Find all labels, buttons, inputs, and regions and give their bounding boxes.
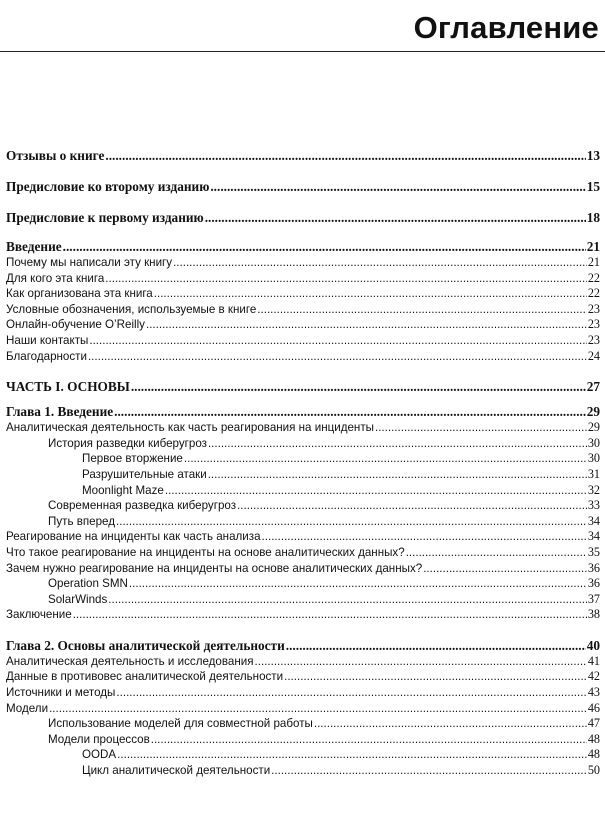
dot-leader (257, 302, 587, 318)
toc-chapter-entry[interactable] (6, 404, 600, 420)
dot-leader (114, 404, 586, 420)
toc-page-number: 50 (587, 763, 600, 778)
toc-page-number: 23 (587, 301, 600, 316)
toc-page-number: 29 (586, 404, 600, 420)
toc-page-number: 23 (587, 317, 600, 332)
toc-page-number: 37 (587, 591, 600, 606)
toc-chapter-entry[interactable] (6, 379, 600, 395)
toc-section-entry[interactable] (6, 654, 600, 670)
toc-section-entry[interactable] (6, 451, 600, 467)
toc-section-entry[interactable] (6, 467, 600, 483)
toc-entry-title: Введение (6, 239, 62, 254)
toc-entry-title: ЧАСТЬ I. ОСНОВЫ (6, 379, 130, 395)
dot-leader (89, 333, 586, 349)
dot-leader (151, 732, 587, 748)
dot-leader (108, 592, 587, 608)
toc-section-entry[interactable] (6, 302, 600, 318)
toc-entry-title: Данные в противовес аналитической деятельности (6, 670, 284, 684)
toc-page-number: 33 (587, 498, 600, 513)
toc-section-entry[interactable] (6, 747, 600, 763)
toc-page-number: 30 (587, 435, 600, 450)
toc-section-entry[interactable] (6, 483, 600, 499)
dot-leader (375, 420, 587, 436)
toc-page-number: 32 (587, 482, 600, 497)
toc-entry-title: Для кого эта книга (6, 271, 105, 285)
dot-leader (173, 255, 587, 271)
dot-leader (154, 286, 587, 302)
toc-page-number: 34 (587, 529, 600, 544)
toc-chapter-entry[interactable] (6, 239, 600, 255)
dot-leader (184, 451, 587, 467)
toc-section-entry[interactable] (6, 561, 600, 577)
toc-entry-title: Источники и методы (6, 686, 116, 700)
toc-page-number: 21 (586, 239, 600, 254)
dot-leader (49, 701, 587, 717)
dot-leader (63, 239, 586, 255)
toc-entry-title: Разрушительные атаки (82, 467, 207, 481)
toc-page-number: 36 (587, 576, 600, 591)
toc-chapter-entry[interactable] (6, 179, 600, 195)
toc-entry-title: Что такое реагирование на инциденты на основе аналитических данных? (6, 545, 405, 559)
toc-entry-title: Как организована эта книга (6, 287, 153, 301)
dot-leader (88, 349, 587, 365)
toc-page-number: 23 (587, 332, 600, 347)
dot-leader (105, 148, 585, 164)
dot-leader (116, 685, 586, 701)
toc-chapter-entry[interactable] (6, 210, 600, 226)
dot-leader (73, 607, 587, 623)
toc-section-entry[interactable] (6, 685, 600, 701)
toc-entry-title: Предисловие ко второму изданию (6, 179, 210, 194)
toc-entry-title: Заключение (6, 608, 72, 622)
toc-entry-title: Аналитическая деятельность и исследования (6, 654, 254, 668)
toc-page-number: 36 (587, 560, 600, 575)
dot-leader (406, 545, 587, 561)
toc-page-number: 18 (586, 210, 600, 225)
toc-page-number: 47 (587, 716, 600, 731)
toc-section-entry[interactable] (6, 607, 600, 623)
toc-page-number: 46 (587, 700, 600, 715)
toc-section-entry[interactable] (6, 420, 600, 436)
toc-entry-title: Онлайн-обучение O’Reilly (6, 318, 145, 332)
toc-page-number: 42 (587, 669, 600, 684)
toc-section-entry[interactable] (6, 436, 600, 452)
toc-entry-title: SolarWinds (48, 592, 108, 606)
toc-section-entry[interactable] (6, 732, 600, 748)
toc-section-entry[interactable] (6, 498, 600, 514)
toc-entry-title: Глава 2. Основы аналитической деятельности (6, 637, 285, 653)
dot-leader (146, 317, 587, 333)
toc-entry-title: Предисловие к первому изданию (6, 210, 204, 225)
dot-leader (314, 716, 587, 732)
toc-section-entry[interactable] (6, 255, 600, 271)
toc-page-number: 21 (587, 255, 600, 269)
toc-entry-title: Глава 1. Введение (6, 404, 114, 420)
toc-page-number: 40 (586, 637, 600, 653)
dot-leader (165, 483, 587, 499)
dot-leader (210, 179, 585, 195)
toc-chapter-entry[interactable] (6, 148, 600, 164)
dot-leader (255, 654, 587, 670)
page-title: Оглавление (413, 10, 599, 45)
dot-leader (208, 436, 587, 452)
toc-page-number: 29 (587, 420, 600, 435)
toc-entry-title: Условные обозначения, используемые в книге (6, 302, 257, 316)
toc-entry-title: Современная разведка киберугроз (48, 499, 237, 513)
dot-leader (129, 576, 587, 592)
toc-page-number: 38 (587, 607, 600, 622)
toc-section-entry[interactable] (6, 716, 600, 732)
toc-entry-title: Moonlight Maze (82, 483, 164, 497)
toc-page-number: 27 (586, 379, 600, 395)
dot-leader (284, 669, 587, 685)
toc-entry-title: Использование моделей для совместной работы (48, 717, 313, 731)
dot-leader (237, 498, 587, 514)
dot-leader (262, 529, 587, 545)
toc-page-number: 41 (587, 653, 600, 668)
toc-entry-title: Модели процессов (48, 732, 150, 746)
toc-entry-title: Путь вперед (48, 514, 115, 528)
toc-chapter-entry[interactable] (6, 638, 600, 654)
toc-page-number: 24 (587, 348, 600, 363)
toc-section-entry[interactable] (6, 592, 600, 608)
dot-leader (117, 747, 587, 763)
toc-section-entry[interactable] (6, 271, 600, 287)
toc-section-entry[interactable] (6, 317, 600, 333)
dot-leader (131, 379, 586, 395)
toc-entry-title: Благодарности (6, 349, 87, 363)
dot-leader (208, 467, 587, 483)
toc-section-entry[interactable] (6, 514, 600, 530)
toc-page-number: 34 (587, 513, 600, 528)
toc-page-number: 48 (587, 747, 600, 762)
toc-entry-title: Отзывы о книге (6, 148, 105, 163)
toc-section-entry[interactable] (6, 286, 600, 302)
toc-entry-title: Модели (6, 701, 49, 715)
toc-entry-title: OODA (82, 748, 117, 762)
dot-leader (423, 561, 587, 577)
toc-section-entry[interactable] (6, 576, 600, 592)
toc-entry-title: Почему мы написали эту книгу (6, 256, 173, 269)
toc-section-entry[interactable] (6, 669, 600, 685)
toc-section-entry[interactable] (6, 529, 600, 545)
toc-page-number: 48 (587, 731, 600, 746)
dot-leader (105, 271, 587, 287)
toc-section-entry[interactable] (6, 545, 600, 561)
toc-entry-title: Цикл аналитической деятельности (82, 764, 271, 778)
dot-leader (205, 210, 586, 226)
toc-entry-title: История разведки киберугроз (48, 436, 207, 450)
toc-page-number: 15 (586, 179, 600, 194)
toc-entry-title: Зачем нужно реагирование на инциденты на основе аналитических данных? (6, 561, 423, 575)
toc-section-entry[interactable] (6, 333, 600, 349)
dot-leader (116, 514, 587, 530)
dot-leader (286, 638, 586, 654)
toc-page-number: 31 (587, 466, 600, 481)
table-of-contents (6, 148, 600, 779)
toc-page-number: 13 (586, 148, 600, 163)
toc-page-number: 30 (587, 451, 600, 466)
toc-entry-title: Аналитическая деятельность как часть реагирования на инциденты (6, 421, 374, 435)
toc-page-number: 35 (587, 544, 600, 559)
toc-section-entry[interactable] (6, 349, 600, 365)
toc-entry-title: Operation SMN (48, 577, 128, 591)
toc-page-number: 22 (587, 286, 600, 301)
toc-page-number: 22 (587, 270, 600, 285)
toc-page-number: 43 (587, 685, 600, 700)
title-rule (0, 51, 605, 52)
toc-entry-title: Наши контакты (6, 333, 89, 347)
dot-leader (271, 763, 587, 779)
toc-section-entry[interactable] (6, 701, 600, 717)
toc-section-entry[interactable] (6, 763, 600, 779)
toc-entry-title: Первое вторжение (82, 452, 183, 466)
toc-entry-title: Реагирование на инциденты как часть анализа (6, 530, 261, 544)
